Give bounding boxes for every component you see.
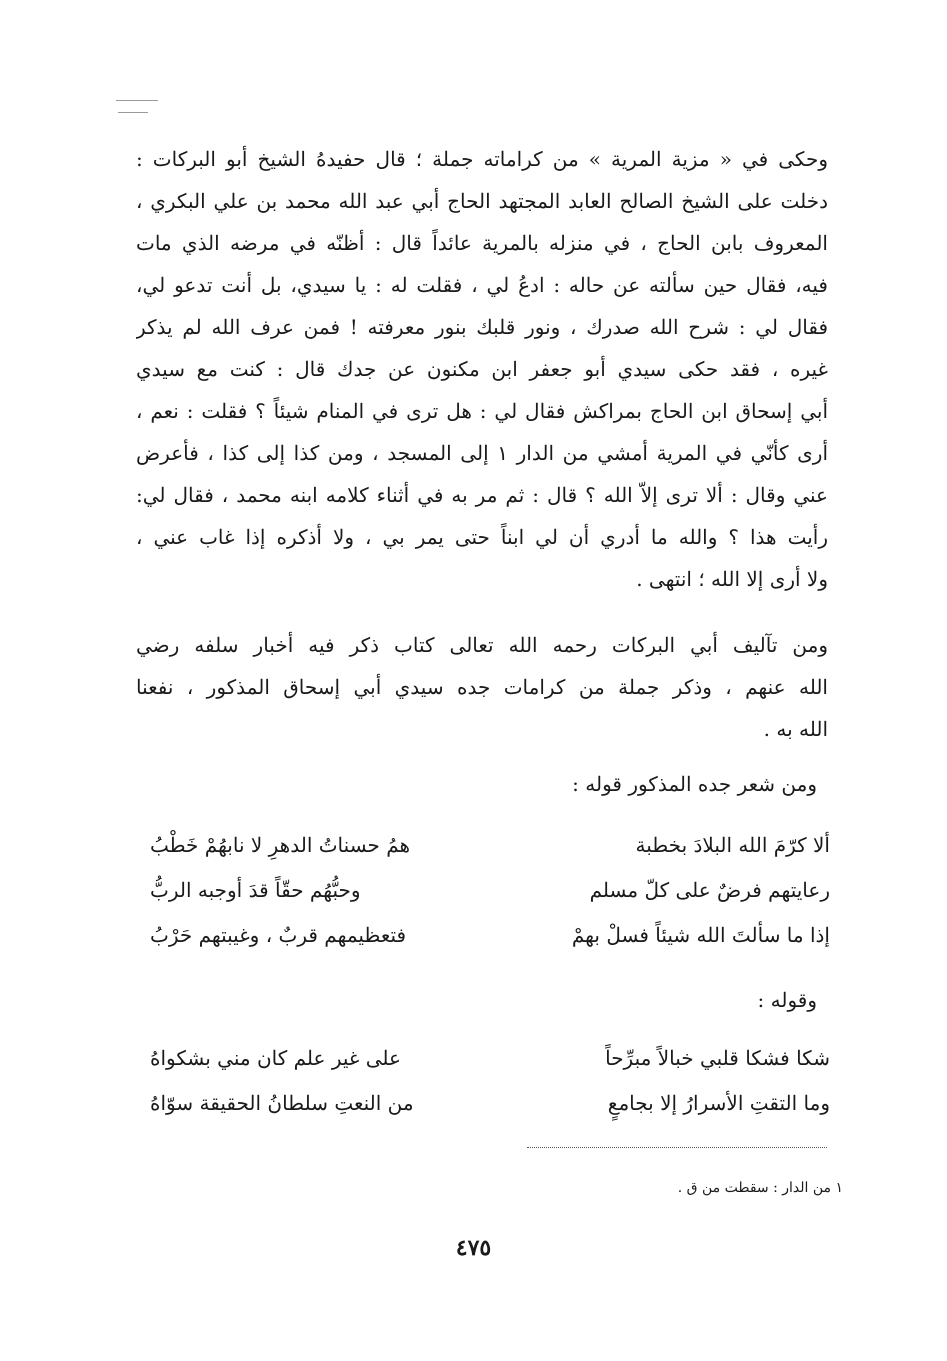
verse-second-hemistich: فتعظيمهم قربٌ ، وغيبتهم حَرْبُ bbox=[150, 922, 407, 947]
verse-first-hemistich: رعايتهم فرضٌ على كلّ مسلم bbox=[589, 877, 830, 902]
verse-line bbox=[150, 1080, 830, 1125]
verse-first-hemistich: إذا ما سألتَ الله شيئاً فسلْ بهمْ bbox=[571, 922, 830, 947]
text-line: رأيت هذا ؟ والله ما أدري أن لي ابناً حتى يمر بي ، ولا أذكره إذا غاب عني ، bbox=[136, 525, 828, 549]
scan-speck bbox=[118, 112, 148, 113]
verse-first-hemistich: ألا كرّمَ الله البلادَ بخطبة bbox=[635, 832, 830, 857]
text-line: ولا أرى إلا الله ؛ انتهى . bbox=[636, 567, 828, 591]
text-line: فقال لي : شرح الله صدرك ، ونور قلبك بنور معرفته ! فمن عرف الله لم يذكر bbox=[136, 315, 828, 339]
verse-second-hemistich: همُ حسناتُ الدهرِ لا نابهُمْ خَطْبُ bbox=[150, 832, 411, 857]
text-line: أرى كأنّي في المرية أمشي من الدار ١ إلى المسجد ، ومن كذا إلى كذا ، فأعرض bbox=[136, 441, 828, 465]
text-line: فيه، فقال حين سألته عن حاله : ادعُ لي ، فقلت له : يا سيدي، بل أنت تدعو لي، bbox=[136, 273, 828, 297]
verse-line bbox=[150, 822, 830, 867]
page-number: ٤٧٥ bbox=[455, 1235, 492, 1261]
footnote: ١ من الدار : سقطت من ق . bbox=[677, 1180, 843, 1196]
verse-second-hemistich: من النعتِ سلطانُ الحقيقة سوّاهُ bbox=[150, 1090, 414, 1115]
paragraph-taalif bbox=[136, 624, 828, 750]
text-line: دخلت على الشيخ الصالح العابد المجتهد الحاج أبي عبد الله محمد بن علي البكري ، bbox=[136, 189, 828, 213]
text-line: أبي إسحاق ابن الحاج بمراكش فقال لي : هل ترى في المنام شيئاً ؟ فقلت : نعم ، bbox=[136, 399, 828, 423]
text-line: المعروف بابن الحاج ، في منزله بالمرية عائداً قال : أظنّه في مرضه الذي مات bbox=[136, 231, 828, 255]
poem-block bbox=[150, 822, 830, 957]
verse-second-hemistich: وحبُّهُم حقّاً قدَ أوجبه الربُّ bbox=[150, 877, 361, 902]
verse-line bbox=[150, 867, 830, 912]
scan-speck bbox=[116, 100, 158, 101]
verse-line bbox=[150, 1035, 830, 1080]
text-line: عني وقال : ألا ترى إلاّ الله ؟ قال : ثم مر به في أثناء كلامه ابنه محمد ، فقال لي: bbox=[136, 483, 828, 507]
text-line: غيره ، فقد حكى سيدي أبو جعفر ابن مكنون عن جدك قال : كنت مع سيدي bbox=[136, 357, 828, 381]
paragraph-karamat bbox=[136, 138, 828, 600]
verse-second-hemistich: على غير علم كان مني بشكواهُ bbox=[150, 1045, 401, 1070]
verse-first-hemistich: شكا فشكا قلبي خبالاً مبرِّحاً bbox=[605, 1045, 830, 1070]
verse-line bbox=[150, 912, 830, 957]
text-line: ومن تآليف أبي البركات رحمه الله تعالى كتاب ذكر فيه أخبار سلفه رضي bbox=[136, 633, 828, 657]
verse-first-hemistich: وما التقتِ الأسرارُ إلا بجامعٍ bbox=[607, 1090, 830, 1115]
poem-intro: وقوله : bbox=[757, 988, 817, 1012]
poem-intro: ومن شعر جده المذكور قوله : bbox=[572, 772, 817, 796]
text-line: وحكى في « مزية المرية » من كراماته جملة ؛ قال حفيدهُ الشيخ أبو البركات : bbox=[136, 147, 828, 171]
text-line: الله به . bbox=[763, 717, 828, 741]
poem-block bbox=[150, 1035, 830, 1125]
text-line: الله عنهم ، وذكر جملة من كرامات جده سيدي أبي إسحاق المذكور ، نفعنا bbox=[136, 675, 828, 699]
footnote-divider bbox=[527, 1147, 827, 1148]
